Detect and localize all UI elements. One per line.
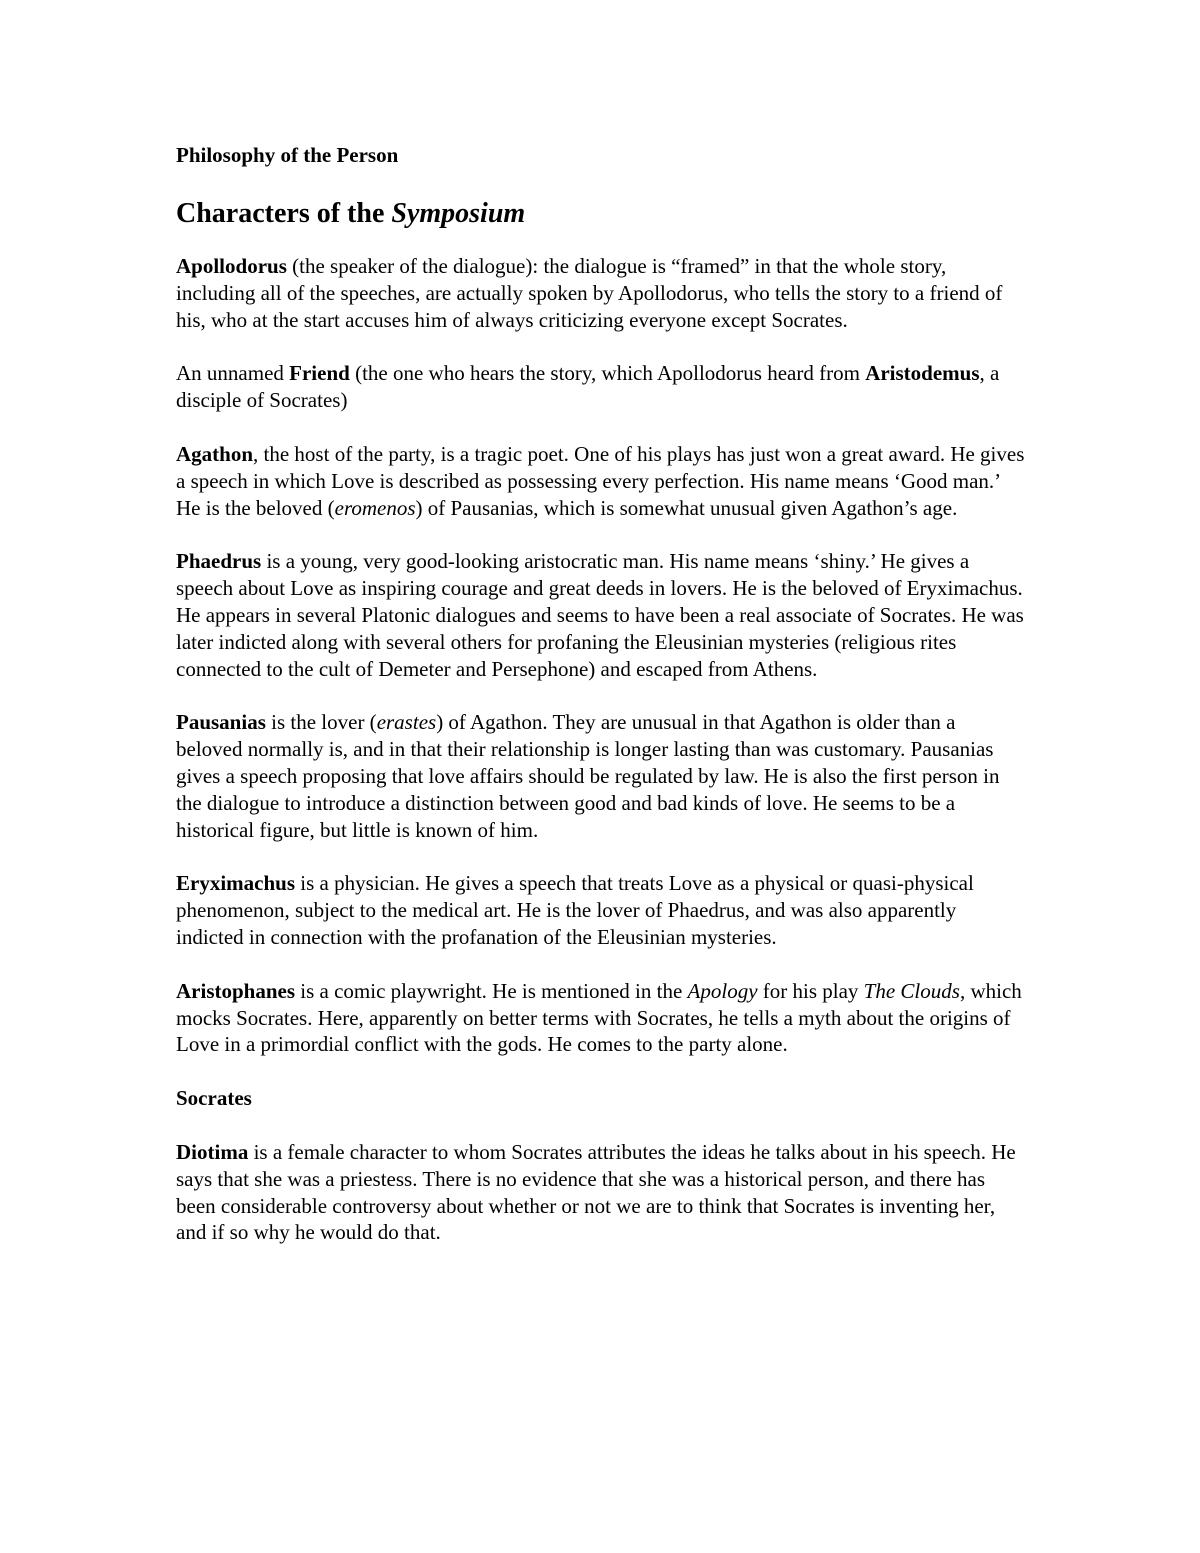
character-name: Apollodorus	[176, 254, 287, 278]
character-name: Phaedrus	[176, 549, 262, 574]
paragraph-text: An unnamed	[176, 361, 290, 386]
italic-term: erastes	[376, 710, 437, 735]
paragraph-text: is a young, very good-looking aristocratic man. His name means ‘shiny.’ He gives a speech about Love as inspiring courage and great deeds in lovers. He is the beloved of Eryximachus. He appears in several Platonic dialogues and seems to have been a real associate of Socrates. He was later indicted along with several others for profaning the Eleusinian mysteries (religious rites connected to the cult of Demeter and Persephone) and escaped from Athens.	[176, 549, 1024, 681]
paragraph-text: , the host of the party, is a tragic poet. One of his plays has just won a great award. He gives a speech in which Love is described as possessing every perfection. His name means ‘Good man.’ He is the beloved (	[176, 441, 1025, 520]
paragraph-text: is a physician. He gives a speech that treats Love as a physical or quasi-physical phenomenon, subject to the medical art. He is the lover of Phaedrus, and was also apparently indicted in connection with the profanation of the Eleusinian mysteries.	[176, 871, 974, 949]
paragraph-eryximachus	[176, 870, 1026, 950]
paragraph-text: is the lover (	[265, 710, 377, 735]
paragraph-apollodorus	[176, 253, 1026, 333]
paragraph-pausanias	[176, 709, 1026, 843]
paragraph-phaedrus	[176, 548, 1026, 682]
italic-title: Apology	[687, 978, 758, 1003]
paragraph-diotima	[176, 1139, 1026, 1246]
document-title-italic: Symposium	[391, 198, 526, 229]
italic-term: eromenos	[334, 495, 416, 520]
paragraph-text: ) of Pausanias, which is somewhat unusual given Agathon’s age.	[415, 495, 958, 520]
paragraph-text: for his play	[757, 978, 864, 1003]
course-title: Philosophy of the Person	[176, 143, 399, 167]
document-page	[176, 142, 1026, 1273]
character-name: Pausanias	[176, 710, 266, 735]
document-title	[176, 196, 1026, 232]
paragraph-text: ) of Agathon. They are unusual in that Agathon is older than a beloved normally is, and in that their relationship is longer lasting than was customary. Pausanias gives a speech proposing that love affairs should be regulated by law. He is also the first person in the dialogue to introduce a distinction between good and bad kinds of love. He seems to be a historical figure, but little is known of him.	[176, 710, 1000, 842]
paragraph-text: is a comic playwright. He is mentioned in the	[295, 978, 688, 1003]
character-name: Agathon	[176, 441, 254, 466]
document-title-prefix: Characters of the	[176, 198, 392, 229]
character-name: Diotima	[176, 1139, 249, 1164]
paragraph-text: (the speaker of the dialogue): the dialogue is “framed” in that the whole story, including all of the speeches, are actually spoken by Apollodorus, who tells the story to a friend of his, who at the start accuses him of always criticizing everyone except Socrates.	[176, 254, 1003, 332]
character-name: Aristodemus	[865, 361, 980, 386]
paragraph-friend	[176, 360, 1026, 414]
character-name: Eryximachus	[176, 871, 296, 896]
paragraph-aristophanes	[176, 978, 1026, 1058]
paragraph-text: , a disciple of Socrates)	[176, 361, 1000, 413]
character-name: Friend	[289, 361, 350, 386]
character-name: Aristophanes	[176, 978, 296, 1003]
paragraph-text: is a female character to whom Socrates attributes the ideas he talks about in his speech. He says that she was a priestess. There is no evidence that she was a historical person, and there has been considerable controversy about whether or not we are to think that Socrates is inventing her, and if so why he would do that.	[176, 1139, 1016, 1245]
character-name: Socrates	[176, 1086, 252, 1111]
paragraph-agathon	[176, 441, 1026, 521]
paragraph-text: , which mocks Socrates. Here, apparently on better terms with Socrates, he tells a myth about the origins of Love in a primordial conflict with the gods. He comes to the party alone.	[176, 978, 1022, 1057]
italic-title: The Clouds	[863, 978, 960, 1003]
paragraph-text: (the one who hears the story, which Apollodorus heard from	[349, 361, 866, 386]
paragraph-socrates	[176, 1085, 1026, 1112]
